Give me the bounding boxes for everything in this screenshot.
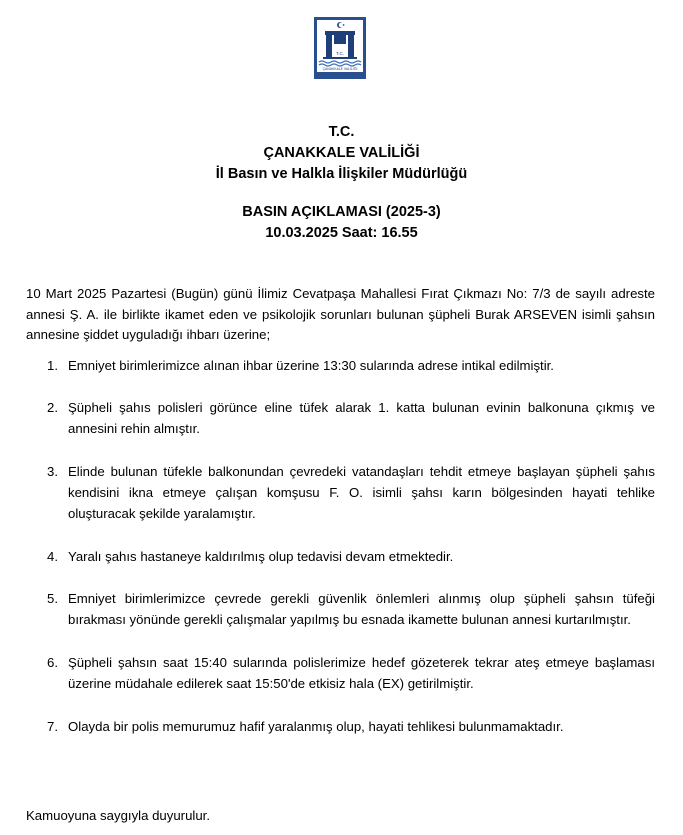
list-item-text: Emniyet birimlerimizce çevrede gerekli güvenlik önlemleri alınmış olup şüpheli şahsın tüfeği bırakması yönünde gerekli çalışmalar yapılmış bu esnada ikamette bulunan annesi kurtarılmıştır.	[68, 591, 655, 627]
list-item-number: 5.	[47, 591, 58, 606]
logo-caption-bottom: ÇANAKKALE VALİLİĞİ	[322, 67, 358, 71]
intro-paragraph: 10 Mart 2025 Pazartesi (Bugün) günü İlimiz Cevatpaşa Mahallesi Fırat Çıkmazı No: 7/3 de sayılı adreste annesi Ş. A. ile birlikte ikamet eden ve psikolojik sorunları bulunan şüpheli Burak ARSEVEN isimli şahsın annesine şiddet uyguladığı ihbarı üzerine;	[26, 286, 655, 342]
list-item-number: 4.	[47, 549, 58, 564]
list-item	[26, 716, 655, 737]
list-item	[26, 546, 655, 567]
list-item	[26, 588, 655, 630]
logo-caption-top: T.C.	[335, 51, 345, 56]
list-item-number: 2.	[47, 400, 58, 415]
event-list	[26, 355, 655, 737]
list-item-number: 7.	[47, 719, 58, 734]
list-item-text: Olayda bir polis memurumuz hafif yaralanmış olup, hayati tehlikesi bulunmamaktadır.	[68, 719, 564, 734]
list-item-text: Şüpheli şahsın saat 15:40 sularında polislerimize hedef gözeterek tekrar ateş etmeye başlaması üzerine müdahale edilerek saat 15:50'de etkisiz hala (EX) getirilmiştir.	[68, 655, 655, 691]
list-item-number: 3.	[47, 464, 58, 479]
list-item-text: Yaralı şahıs hastaneye kaldırılmış olup tedavisi devam etmektedir.	[68, 549, 454, 564]
list-item	[26, 461, 655, 524]
list-item-number: 1.	[47, 358, 58, 373]
list-item	[26, 397, 655, 439]
canakkale-governorship-logo	[314, 17, 366, 79]
list-item-text: Şüpheli şahıs polisleri görünce eline tüfek alarak 1. katta bulunan evinin balkonuna çıkmış ve annesini rehin almıştır.	[68, 400, 655, 436]
list-item-text: Elinde bulunan tüfekle balkonundan çevredeki vatandaşları tehdit etmeye başlayan şüpheli şahıs kendisini ikna etmeye çalışan komşusu F. O. isimli şahsı karın bölgesinden hayati tehlike oluşturacak şekilde yaralamıştır.	[68, 464, 655, 521]
list-item	[26, 652, 655, 694]
document-header	[0, 122, 683, 244]
press-release-date: 10.03.2025 Saat: 16.55	[265, 225, 418, 241]
list-item-number: 6.	[47, 655, 58, 670]
list-item-text: Emniyet birimlerimizce alınan ihbar üzerine 13:30 sularında adrese intikal edilmiştir.	[68, 358, 554, 373]
list-item	[26, 355, 655, 376]
header-directorate: İl Basın ve Halkla İlişkiler Müdürlüğü	[215, 166, 468, 182]
closing-statement: Kamuoyuna saygıyla duyurulur.	[26, 808, 210, 823]
header-country: T.C.	[328, 124, 355, 140]
header-spacer	[0, 185, 683, 202]
press-release-title: BASIN AÇIKLAMASI (2025-3)	[242, 204, 441, 220]
header-governorship: ÇANAKKALE VALİLİĞİ	[263, 145, 420, 161]
